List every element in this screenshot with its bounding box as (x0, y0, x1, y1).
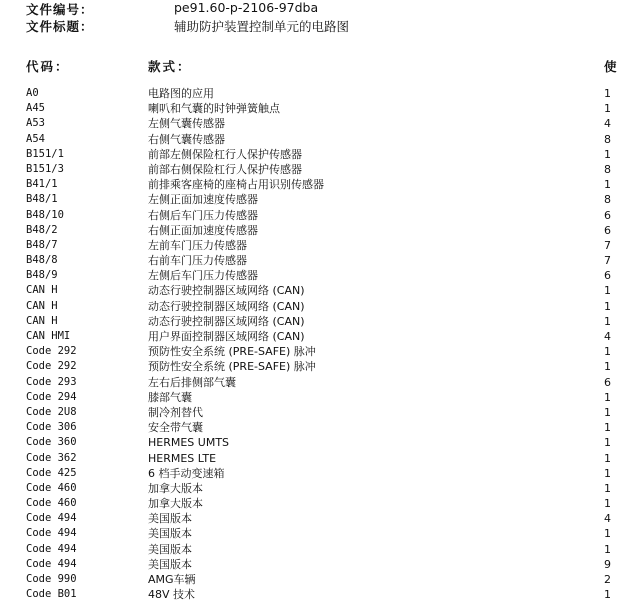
row-code: B48/10 (26, 208, 64, 221)
row-code: Code 460 (26, 481, 77, 494)
row-description: 前排乘客座椅的座椅占用识别传感器 (148, 178, 324, 192)
row-code: CAN H (26, 299, 58, 312)
row-code: Code 494 (26, 542, 77, 555)
row-description: 预防性安全系统 (PRE-SAFE) 脉冲 (148, 345, 316, 359)
row-code: B151/3 (26, 162, 64, 175)
table-row (0, 162, 609, 177)
row-code: B48/1 (26, 193, 58, 206)
row-code: Code 990 (26, 573, 77, 585)
row-code: Code 294 (26, 390, 77, 403)
row-description: 电路图的应用 (148, 87, 214, 100)
row-description: 6 档手动变速箱 (148, 466, 225, 480)
file-number-label: 文件编号： (26, 2, 94, 17)
row-code: B48/9 (26, 269, 58, 282)
table-row (0, 375, 609, 390)
row-description: 48V 技术 (148, 588, 196, 602)
table-row (0, 451, 609, 466)
row-code: CAN HMI (26, 330, 71, 342)
row-usage-clipped: 8 (604, 132, 611, 146)
table-row (0, 466, 609, 481)
row-description: 右前车门压力传感器 (148, 254, 247, 268)
row-usage-clipped: 6 (604, 375, 611, 389)
table-row (0, 283, 609, 298)
file-number-value: pe91.60-p-2106-97dba (174, 0, 319, 15)
table-row (0, 542, 609, 557)
row-usage-clipped: 6 (604, 223, 611, 237)
row-usage-clipped: 1 (604, 436, 611, 450)
row-description: AMG车辆 (148, 573, 196, 586)
table-row (0, 238, 609, 253)
table-row (0, 299, 609, 314)
row-usage-clipped: 1 (604, 299, 611, 313)
row-usage-clipped: 2 (604, 573, 611, 586)
row-usage-clipped: 1 (604, 451, 611, 465)
style-column-header: 款式： (148, 59, 192, 74)
table-row (0, 132, 609, 147)
row-usage-clipped: 1 (604, 314, 611, 328)
row-code: Code 292 (26, 360, 77, 373)
row-description: 右侧后车门压力传感器 (148, 208, 258, 222)
row-usage-clipped: 1 (604, 87, 611, 100)
row-description: 美国版本 (148, 542, 192, 556)
row-code: Code 293 (26, 375, 77, 388)
row-description: 左前车门压力传感器 (148, 238, 247, 252)
row-description: 动态行驶控制器区域网络 (CAN) (148, 284, 305, 298)
table-row (0, 496, 609, 511)
row-code: B48/2 (26, 223, 58, 236)
row-description: 加拿大版本 (148, 497, 203, 511)
row-description: 美国版本 (148, 527, 192, 541)
table-row (0, 435, 609, 450)
row-description: 左侧正面加速度传感器 (148, 193, 258, 207)
table-row (0, 177, 609, 192)
table-row (0, 147, 609, 162)
row-usage-clipped: 8 (604, 193, 611, 207)
code-table (0, 86, 609, 602)
row-code: Code 425 (26, 466, 77, 479)
row-code: Code 306 (26, 421, 77, 434)
row-usage-clipped: 1 (604, 421, 611, 435)
row-description: HERMES LTE (148, 451, 217, 465)
row-description: 左侧后车门压力传感器 (148, 269, 258, 283)
row-description: HERMES UMTS (148, 436, 230, 450)
row-description: 喇叭和气囊的时钟弹簧触点 (148, 102, 280, 116)
row-code: Code 494 (26, 527, 77, 540)
row-usage-clipped: 7 (604, 254, 611, 268)
usage-column-header-clipped: 使 (604, 59, 617, 74)
row-description: 美国版本 (148, 512, 192, 526)
row-usage-clipped: 1 (604, 405, 611, 419)
table-row (0, 192, 609, 207)
row-description: 安全带气囊 (148, 421, 203, 435)
row-usage-clipped: 1 (604, 481, 611, 495)
table-row (0, 359, 609, 374)
row-usage-clipped: 1 (604, 345, 611, 359)
row-usage-clipped: 1 (604, 588, 611, 602)
table-row (0, 526, 609, 541)
row-code: Code 360 (26, 436, 77, 449)
row-code: Code 494 (26, 557, 77, 570)
table-row (0, 253, 609, 268)
row-code: B151/1 (26, 147, 64, 160)
row-code: Code 2U8 (26, 405, 77, 418)
row-code: Code 292 (26, 345, 77, 358)
row-description: 右侧正面加速度传感器 (148, 223, 258, 237)
row-description: 前部右侧保险杠行人保护传感器 (148, 162, 302, 176)
row-code: Code 460 (26, 497, 77, 510)
row-usage-clipped: 1 (604, 360, 611, 374)
row-code: A53 (26, 117, 45, 130)
row-description: 膝部气囊 (148, 390, 192, 404)
row-usage-clipped: 4 (604, 512, 611, 526)
table-row (0, 314, 609, 329)
code-column-header: 代码： (26, 59, 70, 74)
file-title-label: 文件标题： (26, 19, 94, 34)
table-row (0, 572, 609, 587)
table-row (0, 86, 609, 101)
row-usage-clipped: 1 (604, 178, 611, 192)
row-description: 制冷剂替代 (148, 405, 203, 419)
row-usage-clipped: 1 (604, 284, 611, 298)
table-row (0, 587, 609, 602)
row-usage-clipped: 7 (604, 238, 611, 252)
file-title-value: 辅助防护装置控制单元的电路图 (174, 19, 350, 34)
table-row (0, 208, 609, 223)
table-row (0, 101, 609, 116)
table-row (0, 557, 609, 572)
row-usage-clipped: 6 (604, 269, 611, 283)
row-usage-clipped: 1 (604, 147, 611, 161)
table-row (0, 329, 609, 344)
row-usage-clipped: 1 (604, 497, 611, 511)
row-usage-clipped: 1 (604, 542, 611, 556)
row-description: 动态行驶控制器区域网络 (CAN) (148, 299, 305, 313)
row-usage-clipped: 9 (604, 557, 611, 571)
row-description: 左右后排侧部气囊 (148, 375, 236, 389)
row-code: CAN H (26, 284, 58, 297)
table-row (0, 390, 609, 405)
table-row (0, 511, 609, 526)
row-description: 用户界面控制器区域网络 (CAN) (148, 330, 305, 343)
table-row (0, 223, 609, 238)
row-usage-clipped: 6 (604, 208, 611, 222)
table-row (0, 268, 609, 283)
row-usage-clipped: 1 (604, 527, 611, 541)
table-row (0, 481, 609, 496)
row-usage-clipped: 1 (604, 466, 611, 480)
row-code: Code 494 (26, 512, 77, 525)
row-usage-clipped: 1 (604, 390, 611, 404)
table-row (0, 420, 609, 435)
table-row (0, 344, 609, 359)
row-description: 左侧气囊传感器 (148, 117, 225, 131)
row-code: B41/1 (26, 178, 58, 191)
row-usage-clipped: 4 (604, 117, 611, 131)
row-code: CAN H (26, 314, 58, 327)
row-description: 美国版本 (148, 557, 192, 571)
row-usage-clipped: 1 (604, 102, 611, 116)
row-description: 前部左侧保险杠行人保护传感器 (148, 147, 302, 161)
table-row (0, 116, 609, 131)
row-description: 动态行驶控制器区域网络 (CAN) (148, 314, 305, 328)
row-usage-clipped: 4 (604, 330, 611, 343)
row-code: Code B01 (26, 588, 77, 601)
row-code: A54 (26, 132, 45, 145)
row-description: 加拿大版本 (148, 481, 203, 495)
row-usage-clipped: 8 (604, 162, 611, 176)
row-description: 右侧气囊传感器 (148, 132, 225, 146)
row-code: B48/8 (26, 254, 58, 267)
row-code: A0 (26, 87, 39, 99)
row-code: A45 (26, 102, 45, 115)
row-code: Code 362 (26, 451, 77, 464)
table-row (0, 405, 609, 420)
row-description: 预防性安全系统 (PRE-SAFE) 脉冲 (148, 360, 316, 374)
row-code: B48/7 (26, 238, 58, 251)
